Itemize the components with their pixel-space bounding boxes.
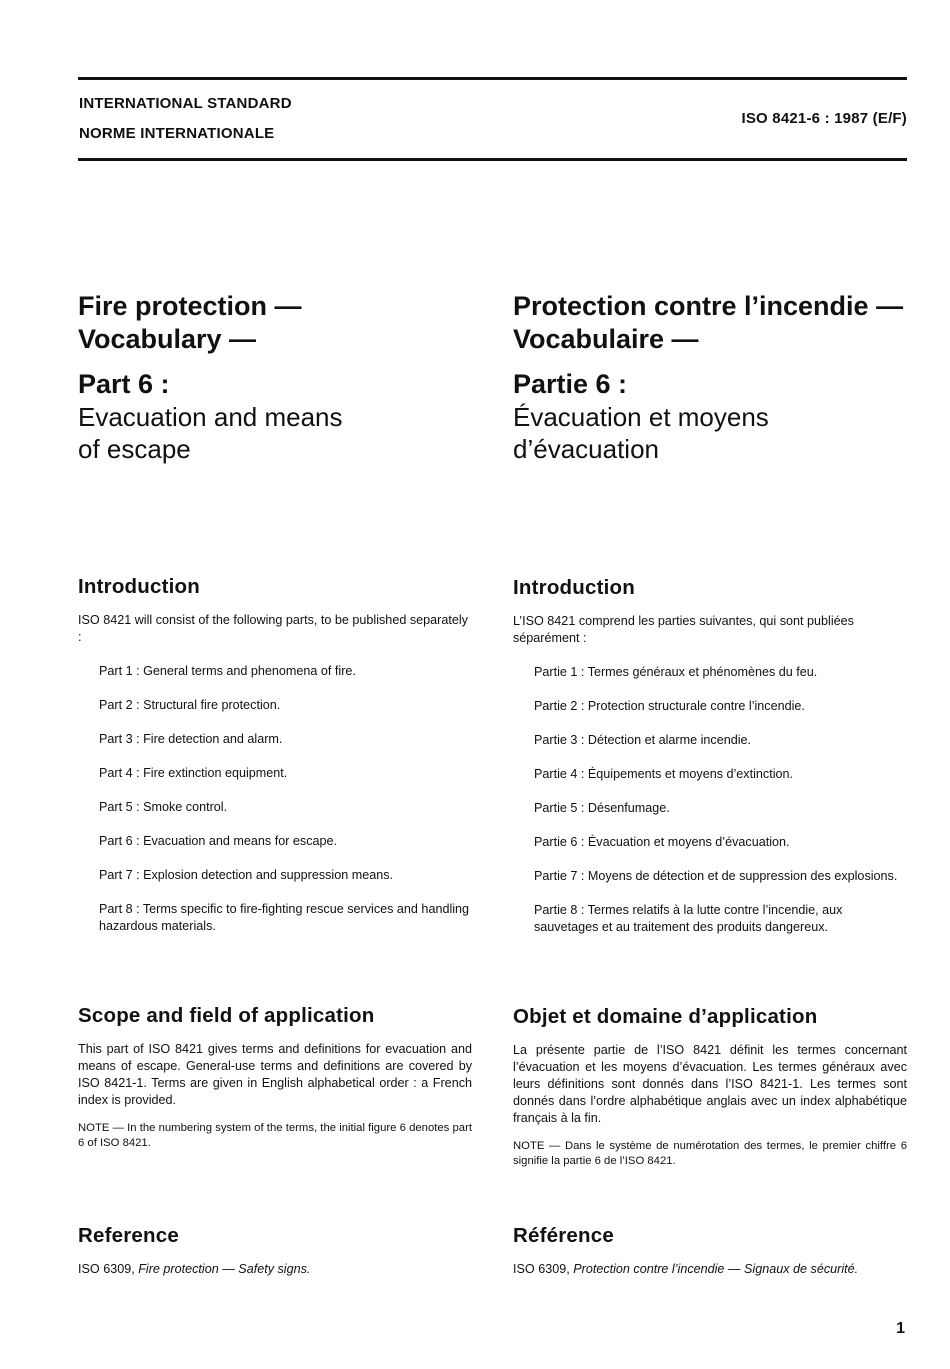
title-fr <box>513 290 923 465</box>
header-bottom-rule <box>78 158 907 161</box>
title-en-sub1: Evacuation and means <box>78 402 343 432</box>
en-introduction-heading: Introduction <box>78 575 200 598</box>
title-en-line1: Fire protection — <box>78 291 302 321</box>
en-introduction-section <box>78 575 472 952</box>
list-item: Part 4 : Fire extinction equipment. <box>99 766 288 780</box>
fr-introduction-heading: Introduction <box>513 576 635 599</box>
title-fr-part: Partie 6 : <box>513 369 628 399</box>
list-item: Partie 2 : Protection structurale contre l’incendie. <box>534 699 805 713</box>
fr-reference-title: Protection contre l’incendie — Signaux de sécurité. <box>573 1262 859 1276</box>
list-item: Partie 8 : Termes relatifs à la lutte contre l’incendie, aux sauvetages et au traitement des produits dangereux. <box>534 903 843 934</box>
en-reference-code: ISO 6309, <box>78 1262 139 1276</box>
title-fr-sub2: d’évacuation <box>513 434 659 464</box>
list-item: Part 6 : Evacuation and means for escape. <box>99 834 338 848</box>
fr-introduction-text: L’ISO 8421 comprend les parties suivantes, qui sont publiées séparément : <box>513 614 854 645</box>
title-fr-sub1: Évacuation et moyens <box>513 402 769 432</box>
list-item: Part 5 : Smoke control. <box>99 800 228 814</box>
list-item: Partie 6 : Évacuation et moyens d’évacuation. <box>534 835 790 849</box>
title-en-line2: Vocabulary — <box>78 324 257 354</box>
en-scope-text: This part of ISO 8421 gives terms and definitions for evacuation and means of escape. General-use terms and definitions are covered by ISO 8421-1. Terms are given in English alphabetical order : a French index is provided. <box>78 1042 472 1107</box>
fr-scope-note: NOTE — Dans le système de numérotation des termes, le premier chiffre 6 signifie la partie 6 de l’ISO 8421. <box>513 1140 907 1167</box>
fr-reference-code: ISO 6309, <box>513 1262 574 1276</box>
fr-reference-section <box>513 1224 907 1278</box>
page-number: 1 <box>896 1320 905 1337</box>
en-reference-title: Fire protection — Safety signs. <box>138 1262 311 1276</box>
fr-reference-heading: Référence <box>513 1224 614 1247</box>
list-item: Part 3 : Fire detection and alarm. <box>99 732 283 746</box>
list-item: Partie 5 : Désenfumage. <box>534 801 670 815</box>
en-reference-text <box>78 1261 472 1278</box>
fr-scope-section <box>513 1005 907 1169</box>
header-standard-en: INTERNATIONAL STANDARD <box>79 95 292 112</box>
title-fr-line1: Protection contre l’incendie — <box>513 291 904 321</box>
header-standard-fr: NORME INTERNATIONALE <box>79 125 275 142</box>
list-item: Partie 7 : Moyens de détection et de suppression des explosions. <box>534 869 898 883</box>
en-introduction-text: ISO 8421 will consist of the following parts, to be published separately : <box>78 613 468 644</box>
list-item: Part 8 : Terms specific to fire-fighting rescue services and handling hazardous materials. <box>99 902 470 933</box>
fr-scope-text: La présente partie de l’ISO 8421 définit les termes concernant l’évacuation et les moyens d’évacuation. Les termes généraux avec leurs définitions sont donnés dans l’ISO 8421-1. Les termes sont donnés dans l’ordre alphabétique anglais avec un index alphabétique français à la fin. <box>513 1043 907 1125</box>
list-item: Part 2 : Structural fire protection. <box>99 698 281 712</box>
en-scope-heading: Scope and field of application <box>78 1004 375 1027</box>
title-en <box>78 290 488 465</box>
list-item: Partie 1 : Termes généraux et phénomènes du feu. <box>534 665 818 679</box>
list-item: Partie 4 : Équipements et moyens d’extinction. <box>534 767 794 781</box>
header-top-rule <box>78 77 907 80</box>
en-scope-section <box>78 1004 472 1151</box>
fr-scope-heading: Objet et domaine d’application <box>513 1005 818 1028</box>
fr-reference-text <box>513 1261 907 1278</box>
header-standard-code: ISO 8421-6 : 1987 (E/F) <box>741 110 907 127</box>
title-en-sub2: of escape <box>78 434 191 464</box>
title-en-part: Part 6 : <box>78 369 170 399</box>
list-item: Part 7 : Explosion detection and suppression means. <box>99 868 394 882</box>
title-fr-line2: Vocabulaire — <box>513 324 699 354</box>
fr-parts-list <box>513 664 907 936</box>
en-reference-section <box>78 1224 472 1278</box>
en-scope-note: NOTE — In the numbering system of the terms, the initial figure 6 denotes part 6 of ISO 8421. <box>78 1122 472 1149</box>
en-parts-list <box>78 663 472 935</box>
en-reference-heading: Reference <box>78 1224 179 1247</box>
list-item: Part 1 : General terms and phenomena of fire. <box>99 664 356 678</box>
list-item: Partie 3 : Détection et alarme incendie. <box>534 733 752 747</box>
fr-introduction-section <box>513 576 907 953</box>
